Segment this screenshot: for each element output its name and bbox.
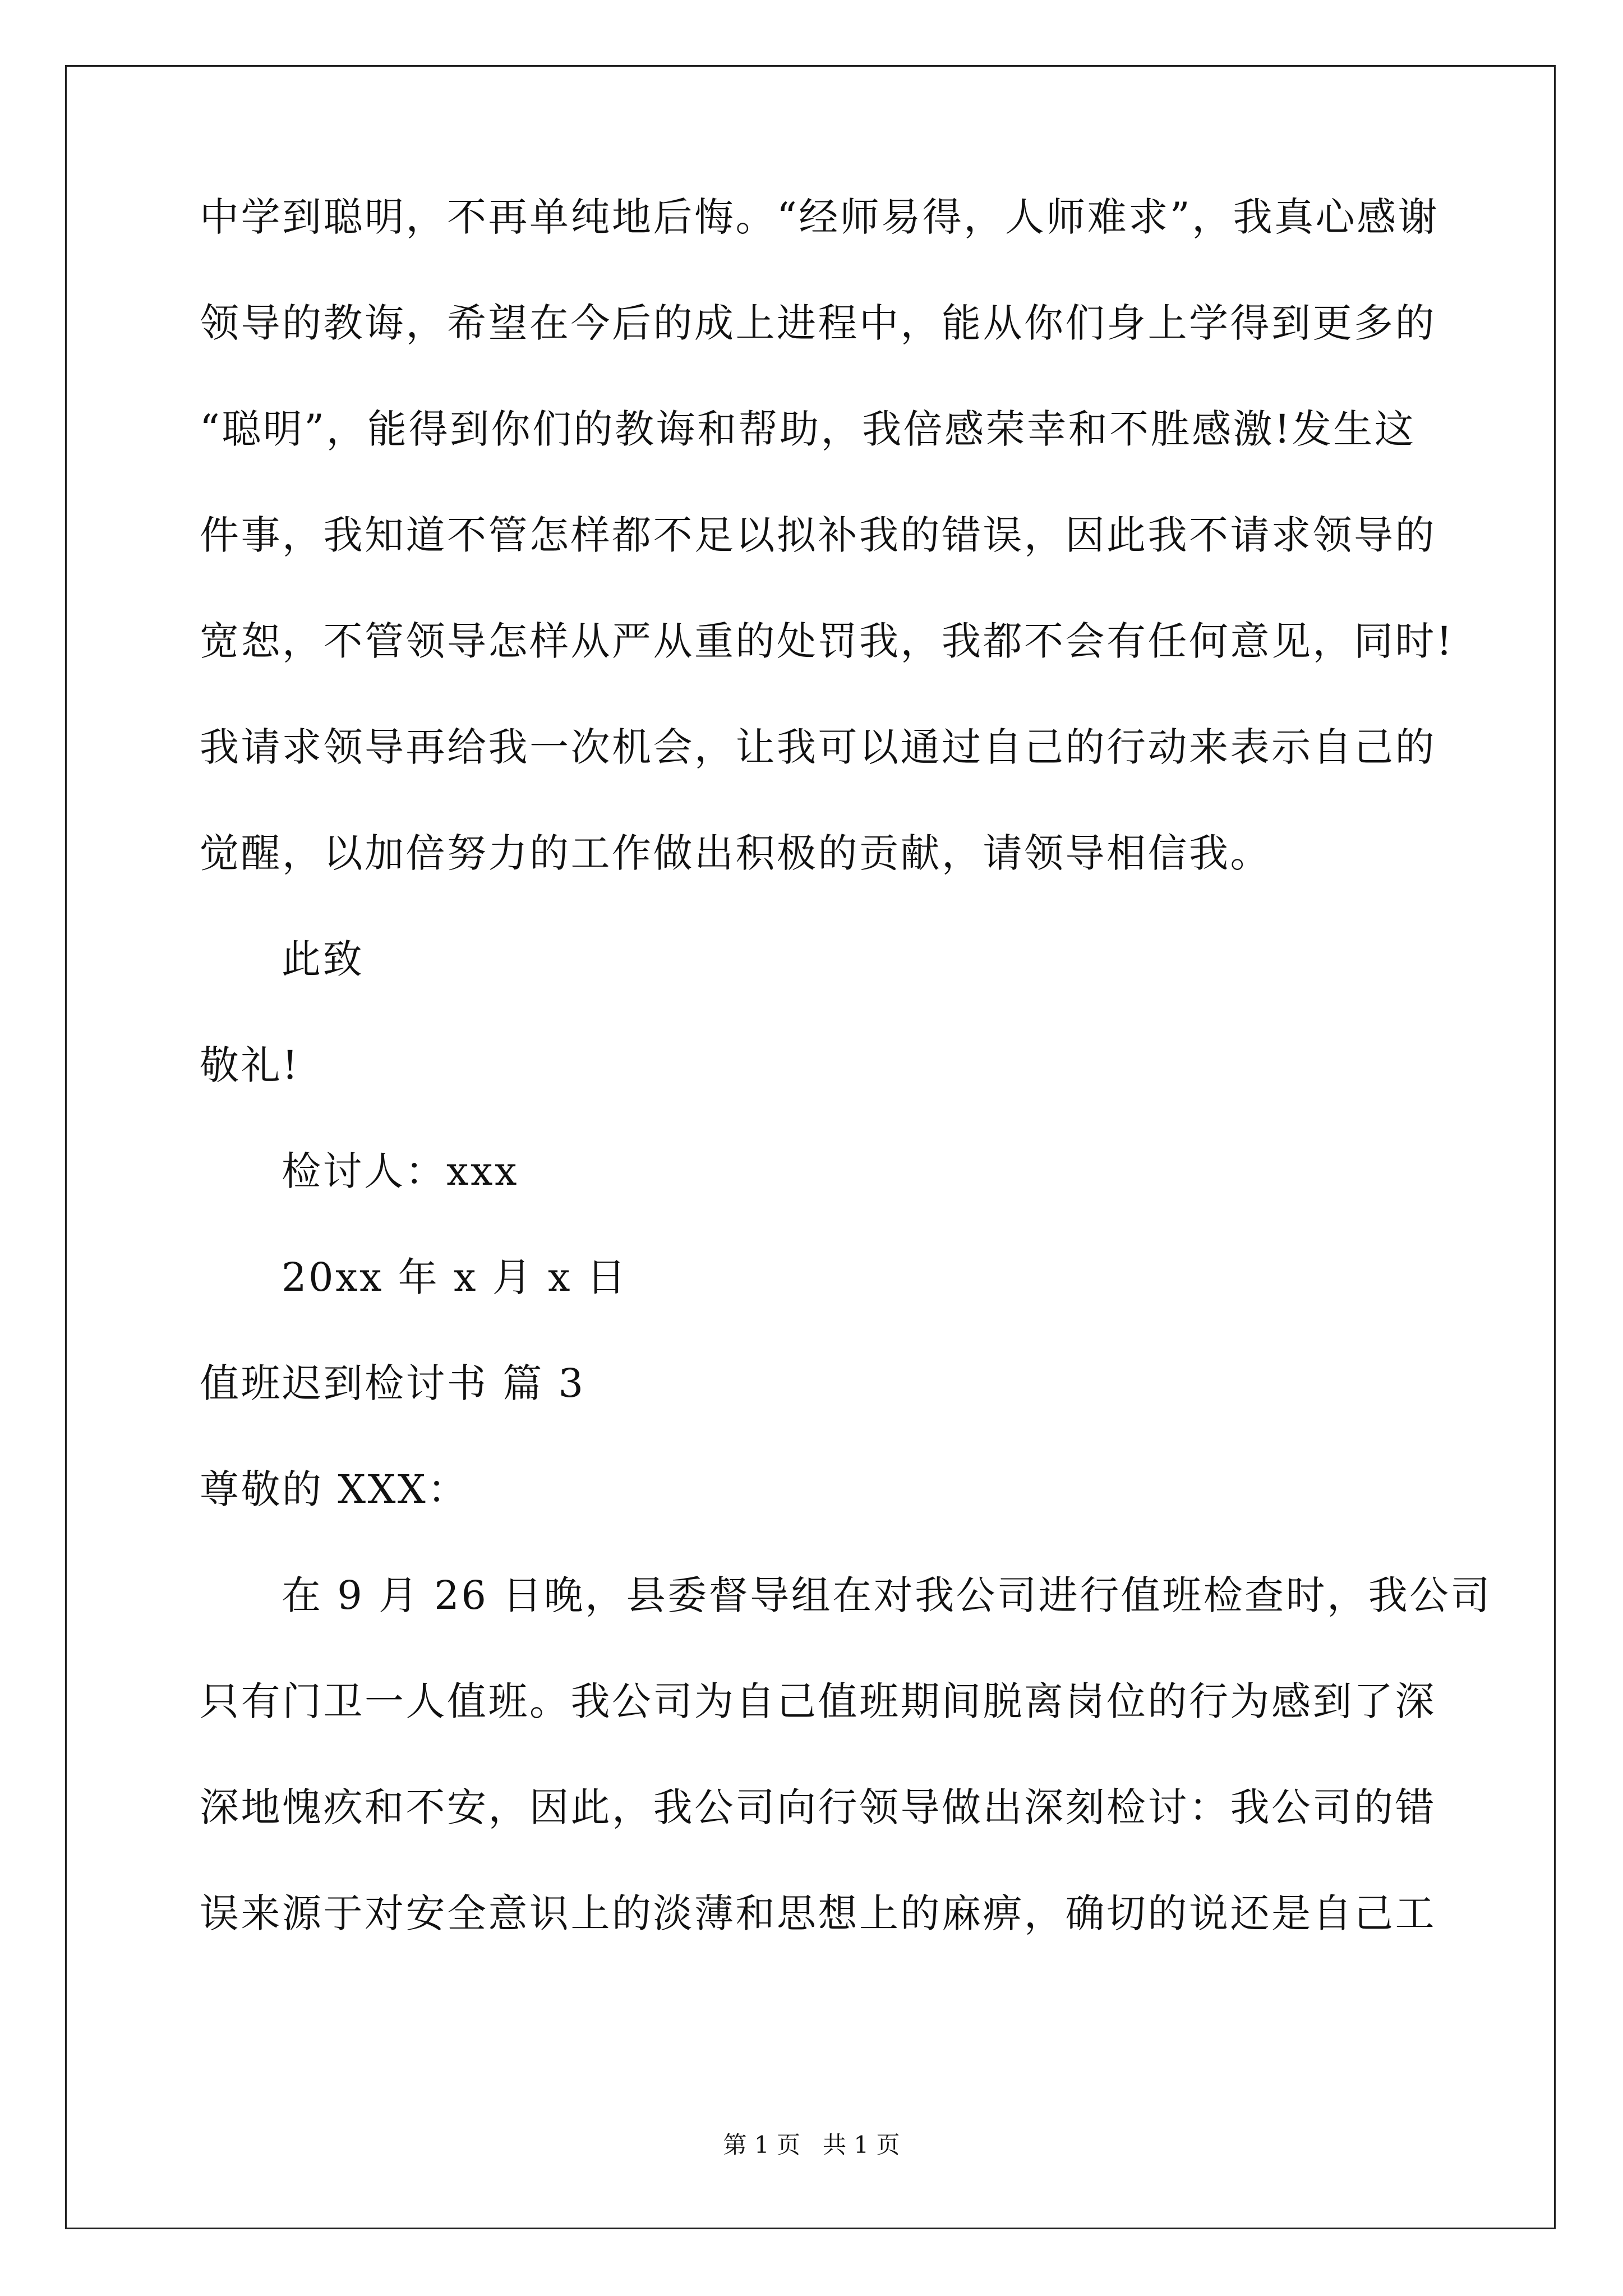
paragraph-line: 深地愧疚和不安，因此，我公司向行领导做出深刻检讨：我公司的错	[200, 1784, 1436, 1830]
closing-salutation: 此致	[282, 936, 364, 982]
paragraph-line: 觉醒，以加倍努力的工作做出积极的贡献，请领导相信我。	[200, 830, 1271, 876]
paragraph-line: 我请求领导再给我一次机会，让我可以通过自己的行动来表示自己的	[200, 724, 1436, 770]
closing-regards: 敬礼!	[200, 1042, 300, 1088]
paragraph-line: 只有门卫一人值班。我公司为自己值班期间脱离岗位的行为感到了深	[200, 1678, 1436, 1724]
paragraph-line: 领导的教诲，希望在今后的成上进程中，能从你们身上学得到更多的	[200, 300, 1436, 346]
page-number-footer: 第 1 页 共 1 页	[723, 2131, 900, 2159]
paragraph-line: 在 9 月 26 日晚，县委督导组在对我公司进行值班检查时，我公司	[282, 1572, 1492, 1618]
paragraph-line: 中学到聪明，不再单纯地后悔。“经师易得，人师难求”，我真心感谢	[200, 194, 1440, 240]
section-heading: 值班迟到检讨书 篇 3	[200, 1360, 585, 1406]
paragraph-line: 宽恕，不管领导怎样从严从重的处罚我，我都不会有任何意见，同时!	[200, 618, 1454, 664]
signature-date: 20xx 年 x 月 x 日	[282, 1254, 628, 1300]
greeting: 尊敬的 XXX：	[200, 1466, 469, 1512]
signature-author: 检讨人：xxx	[282, 1148, 519, 1194]
paragraph-line: 误来源于对安全意识上的淡薄和思想上的麻痹，确切的说还是自己工	[200, 1890, 1436, 1936]
paragraph-line: “聪明”，能得到你们的教诲和帮助，我倍感荣幸和不胜感激!发生这	[200, 406, 1416, 452]
document-body	[200, 194, 1492, 2000]
paragraph-line: 件事，我知道不管怎样都不足以拟补我的错误，因此我不请求领导的	[200, 512, 1436, 558]
